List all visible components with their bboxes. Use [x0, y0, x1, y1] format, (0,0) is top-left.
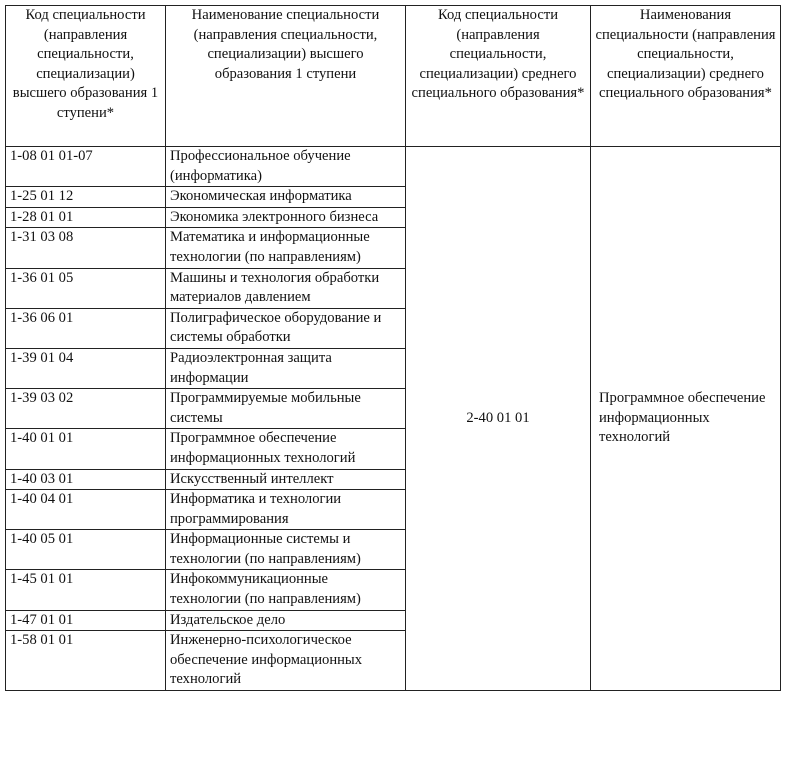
- higher-name-cell: Информационные системы и технологии (по направлениям): [166, 530, 406, 570]
- higher-code-cell: 1-40 04 01: [6, 490, 166, 530]
- higher-code-cell: 1-36 06 01: [6, 308, 166, 348]
- higher-name-cell: Машины и технология обработки материалов давлением: [166, 268, 406, 308]
- higher-name-cell: Профессиональное обучение (информатика): [166, 147, 406, 187]
- higher-code-cell: 1-39 03 02: [6, 389, 166, 429]
- header-higher-name: Наименование специальности (направления специальности, специализации) высшего образования 1 ступени: [166, 6, 406, 147]
- higher-code-cell: 1-28 01 01: [6, 207, 166, 228]
- higher-name-cell: Радиоэлектронная защита информации: [166, 348, 406, 388]
- higher-name-cell: Полиграфическое оборудование и системы обработки: [166, 308, 406, 348]
- higher-code-cell: 1-45 01 01: [6, 570, 166, 610]
- higher-name-cell: Программное обеспечение информационных технологий: [166, 429, 406, 469]
- higher-code-cell: 1-40 03 01: [6, 469, 166, 490]
- secondary-code-cell: 2-40 01 01: [406, 147, 591, 691]
- header-secondary-name: Наименования специальности (направления специальности, специализации) среднего специального образования*: [591, 6, 781, 147]
- higher-name-cell: Экономическая информатика: [166, 187, 406, 208]
- table-header-row: [6, 6, 781, 147]
- secondary-name-cell: Программное обеспечение информационных технологий: [591, 147, 781, 691]
- higher-code-cell: 1-25 01 12: [6, 187, 166, 208]
- higher-name-cell: Искусственный интеллект: [166, 469, 406, 490]
- header-secondary-code: Код специальности (направления специальности, специализации) среднего специального образования*: [406, 6, 591, 147]
- document-page: [5, 5, 780, 691]
- higher-name-cell: Инженерно-психологическое обеспечение информационных технологий: [166, 631, 406, 691]
- higher-name-cell: Информатика и технологии программирования: [166, 490, 406, 530]
- specialties-table: [5, 5, 781, 691]
- higher-code-cell: 1-47 01 01: [6, 610, 166, 631]
- higher-name-cell: Программируемые мобильные системы: [166, 389, 406, 429]
- higher-code-cell: 1-40 05 01: [6, 530, 166, 570]
- higher-name-cell: Математика и информационные технологии (по направлениям): [166, 228, 406, 268]
- higher-name-cell: Издательское дело: [166, 610, 406, 631]
- higher-name-cell: Инфокоммуникационные технологии (по направлениям): [166, 570, 406, 610]
- higher-code-cell: 1-36 01 05: [6, 268, 166, 308]
- higher-code-cell: 1-39 01 04: [6, 348, 166, 388]
- higher-code-cell: 1-08 01 01-07: [6, 147, 166, 187]
- table-row: [6, 147, 781, 187]
- higher-code-cell: 1-40 01 01: [6, 429, 166, 469]
- header-higher-code: Код специальности (направления специальности, специализации) высшего образования 1 ступени*: [6, 6, 166, 147]
- higher-name-cell: Экономика электронного бизнеса: [166, 207, 406, 228]
- higher-code-cell: 1-58 01 01: [6, 631, 166, 691]
- higher-code-cell: 1-31 03 08: [6, 228, 166, 268]
